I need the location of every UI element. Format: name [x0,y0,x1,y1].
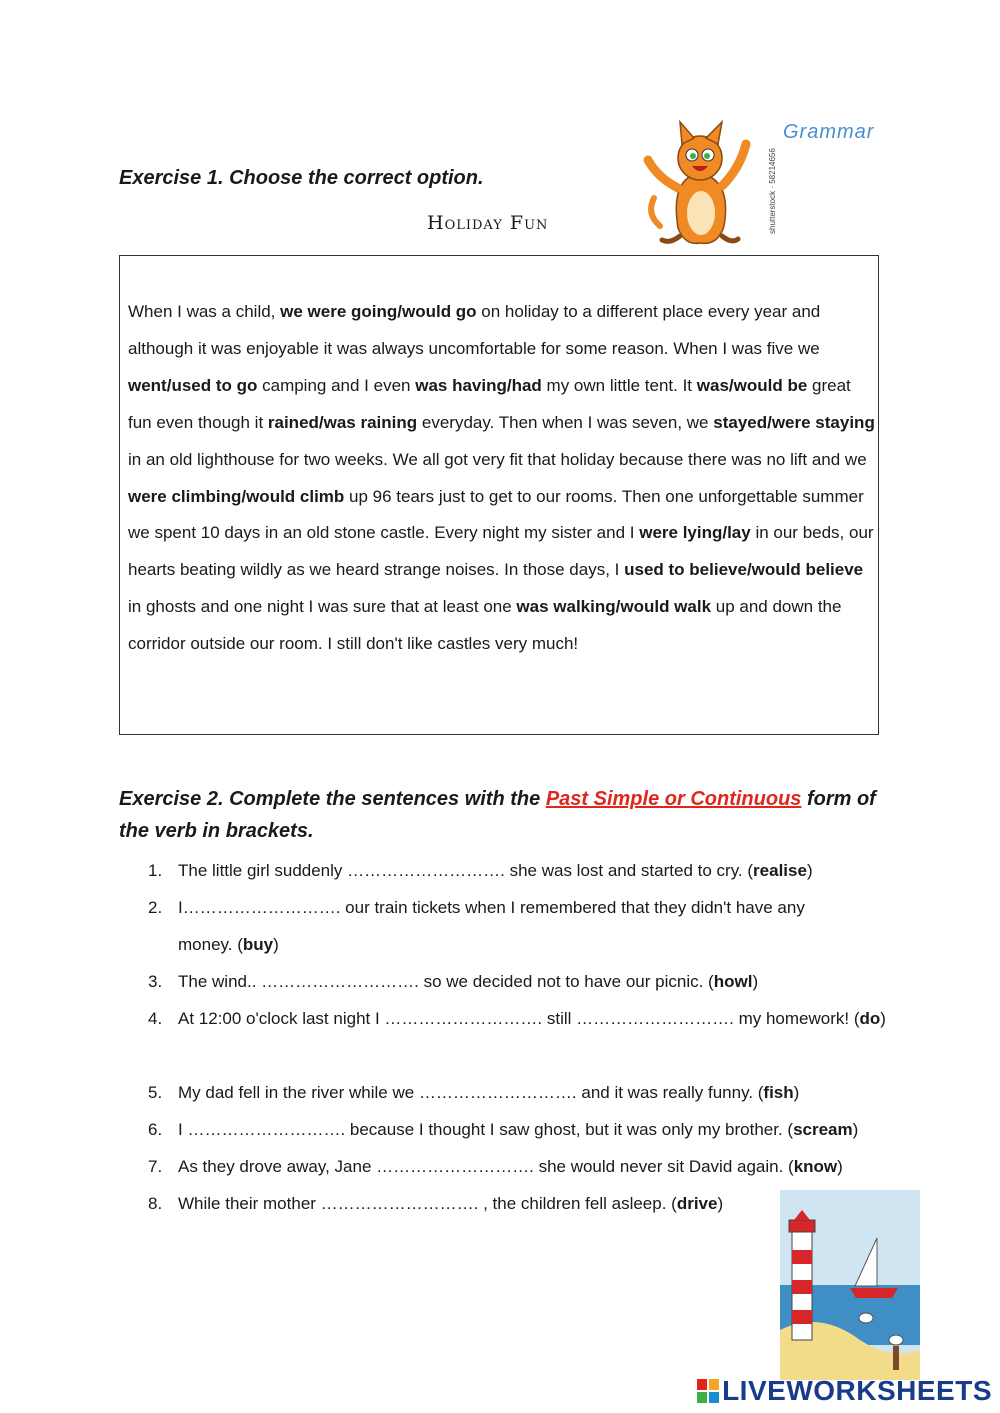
sentence-end: ) [837,1157,843,1176]
verb-hint: howl [713,972,753,991]
passage-segment: great fun even though it [128,375,851,432]
verb-hint: know [793,1157,838,1176]
item-number: 2. [148,898,163,917]
exercise-item [148,1112,888,1148]
sentence-end: ) [273,935,279,954]
verb-hint: fish [763,1083,794,1102]
item-sentence[interactable] [178,927,888,963]
liveworksheets-logo[interactable]: LIVEWORKSHEETS [697,1375,992,1407]
item-sentence[interactable] [178,1149,888,1185]
item-number: 7. [148,1157,163,1176]
passage-heading: Holiday Fun [427,212,549,234]
exercise-item [148,1075,888,1111]
sentence-text: I ………………………. because I thought I saw ghost, but it was only my brother. ( [178,1120,794,1139]
verb-hint: realise [753,861,807,880]
item-sentence[interactable] [178,853,888,889]
logo-icon [697,1378,719,1402]
passage-segment: up and down the corridor outside our room. I still don't like castles very much! [128,597,842,654]
passage-segment: on holiday to a different place every year and although it was enjoyable it was always uncomfortable for some reason. When I was five we [128,302,821,358]
item-number: 8. [148,1194,163,1213]
exercise-item [148,927,888,963]
sentence-text: I………………………. our train tickets when I remembered that they didn't have any [178,898,805,917]
verb-hint: scream [793,1120,853,1139]
choice-option[interactable]: was having/had [415,375,542,395]
sentence-end: ) [806,861,813,880]
sentence-end: ) [793,1083,800,1102]
exercise-item [148,1149,888,1185]
sentence-text: The wind.. ………………………. so we decided not to have our picnic. ( [178,972,714,991]
sentence-text: At 12:00 o'clock last night I ………………………. still ………………………. my homework! ( [178,1009,860,1028]
exercise-item [148,1186,888,1222]
sentence-end: ) [852,1120,859,1139]
sentence-end: ) [717,1194,724,1213]
exercise-item [148,1001,888,1037]
item-sentence[interactable] [178,1001,888,1037]
exercise-item [148,890,888,926]
exercise-item [148,853,888,889]
passage-segment: in our beds, our hearts beating wildly as we heard strange noises. In those days, I [128,523,874,580]
sentence-text: My dad fell in the river while we ………………………. and it was really funny. ( [178,1083,764,1102]
sentence-text: While their mother ………………………. , the children fell asleep. ( [178,1194,677,1213]
passage-text [128,294,876,663]
item-number: 1. [148,861,163,880]
choice-option[interactable]: rained/was raining [267,412,418,432]
passage-segment: in an old lighthouse for two weeks. We all got very fit that holiday because there was no lift and we [128,449,867,469]
sentence-text: The little girl suddenly ………………………. she was lost and started to cry. ( [178,861,754,880]
choice-option[interactable]: used to believe/would believe [624,560,864,580]
item-number: 3. [148,972,163,991]
item-number: 6. [148,1120,163,1139]
passage-segment: When I was a child, [128,302,281,321]
lighthouse-illustration [780,1190,920,1380]
passage-segment: up 96 tears just to get to our rooms. Then one unforgettable summer we spent 10 days in an old stone castle. Every night my sister and I [128,486,864,543]
sentence-text: As they drove away, Jane ………………………. she would never sit David again. ( [178,1157,794,1176]
cat-illustration [640,118,760,248]
sentence-end: ) [752,972,759,991]
passage-segment: in ghosts and one night I was sure that at least one [128,597,517,617]
item-number: 5. [148,1083,163,1102]
verb-hint: drive [676,1194,718,1213]
choice-option[interactable]: we were going/would go [280,302,477,321]
choice-option[interactable]: were climbing/would climb [128,486,345,506]
item-sentence[interactable] [178,1112,888,1148]
verb-hint: do [859,1009,881,1028]
item-sentence[interactable] [178,1075,888,1111]
choice-option[interactable]: went/used to go [128,375,258,395]
exercise1-title: Exercise 1. Choose the correct option. [119,167,484,189]
item-sentence[interactable] [178,890,888,926]
choice-option[interactable]: was/would be [696,375,808,395]
item-number: 4. [148,1009,163,1028]
choice-option[interactable]: stayed/were staying [713,412,875,432]
sentence-end: ) [880,1009,886,1028]
passage-segment: my own little tent. It [541,375,697,395]
choice-option[interactable]: was walking/would walk [516,597,712,617]
verb-hint: buy [242,935,274,954]
passage-segment: everyday. Then when I was seven, we [417,412,714,432]
grammar-label: Grammar [783,121,875,143]
passage-segment: camping and I even [257,375,416,395]
exercise2-title: Exercise 2. Complete the sentences with the Past Simple or Continuous form of the verb in brackets. [119,788,876,842]
grammar-focus-link[interactable]: Past Simple or Continuous [545,788,802,810]
choice-option[interactable]: were lying/lay [639,523,751,543]
exercise-item [148,964,888,1000]
item-sentence[interactable] [178,964,888,1000]
sentence-text: money. ( [178,935,243,954]
stock-credit: shutterstock · 58214656 [768,148,777,234]
